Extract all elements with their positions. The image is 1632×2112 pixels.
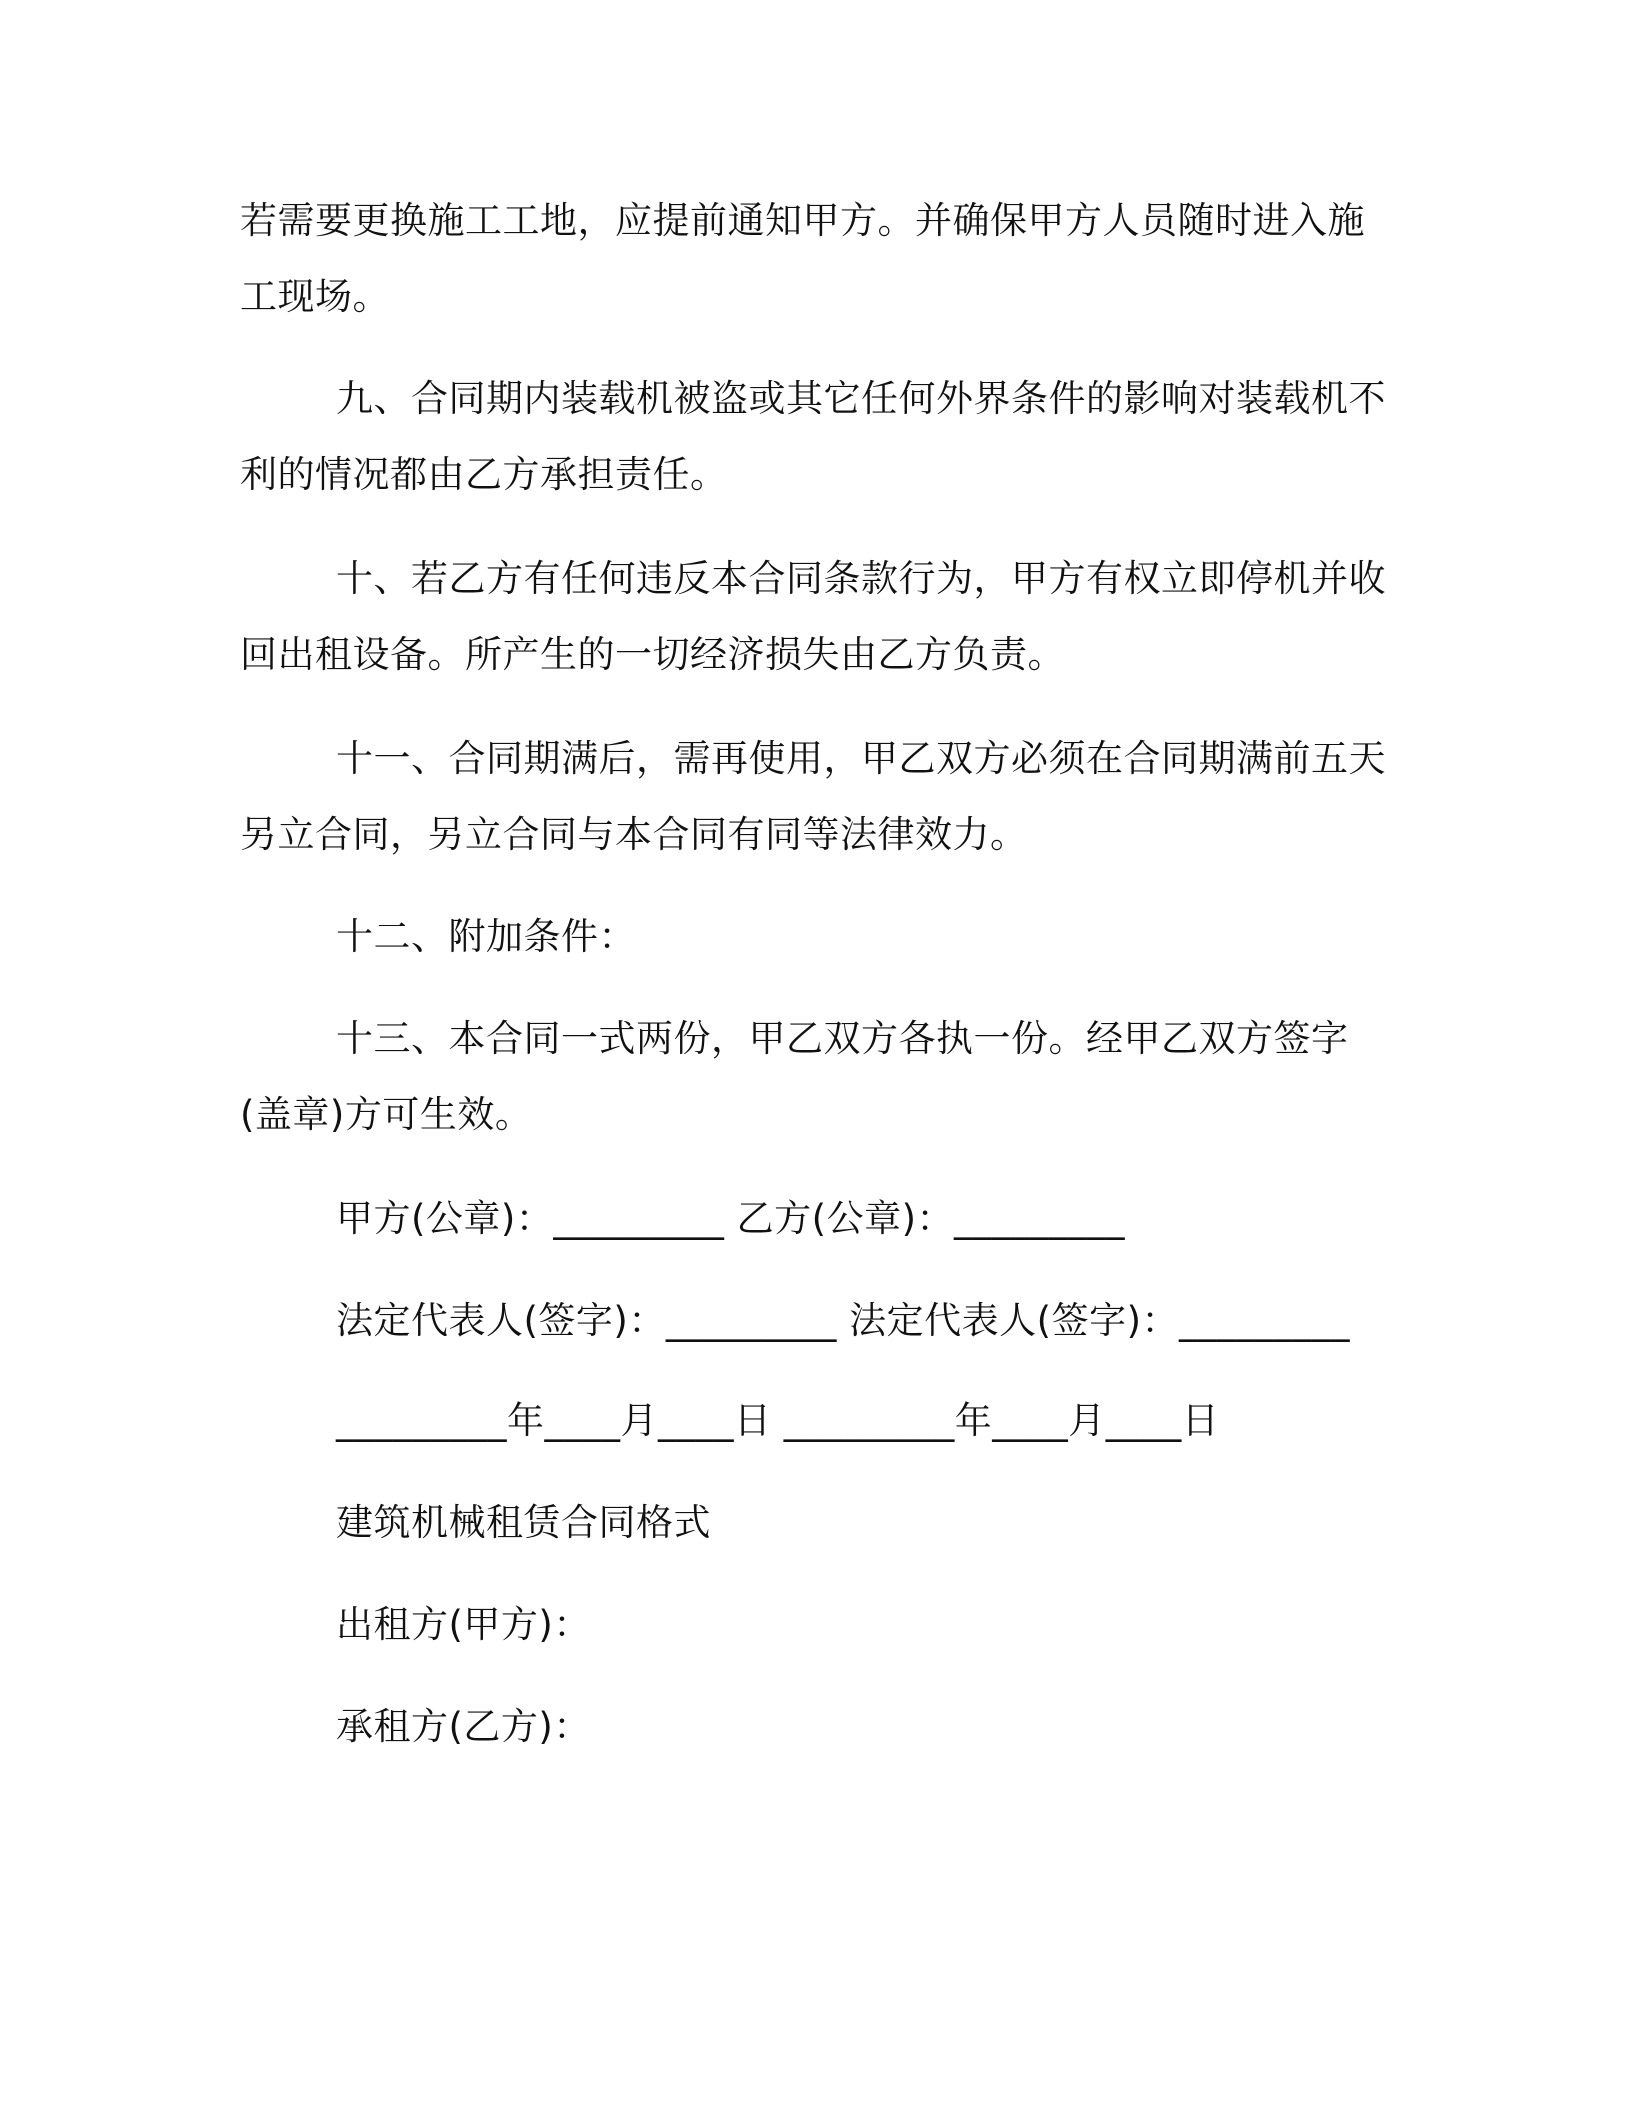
lessor-line: 出租方(甲方)： (336, 1603, 591, 1646)
text-line: 若需要更换施工工地，应提前通知甲方。并确保甲方人员随时进入施 (240, 199, 1365, 242)
clause-13: 十三、本合同一式两份，甲乙双方各执一份。经甲乙双方签字 (336, 1017, 1349, 1060)
text-line: 工现场。 (240, 275, 390, 318)
lessee-line: 承租方(乙方)： (336, 1705, 591, 1748)
text-line: 回出租设备。所产生的一切经济损失由乙方负责。 (240, 633, 1065, 676)
text-line: 利的情况都由乙方承担责任。 (240, 453, 728, 496)
signature-seal-line: 甲方(公章)：_________ 乙方(公章)：_________ (336, 1197, 1126, 1240)
clause-10: 十、若乙方有任何违反本合同条款行为，甲方有权立即停机并收 (336, 557, 1386, 600)
clause-11: 十一、合同期满后，需再使用，甲乙双方必须在合同期满前五天 (336, 737, 1386, 780)
section-title: 建筑机械租赁合同格式 (336, 1501, 711, 1544)
text-line: 另立合同，另立合同与本合同有同等法律效力。 (240, 813, 1028, 856)
signature-representative-line: 法定代表人(签字)：_________ 法定代表人(签字)：_________ (336, 1299, 1351, 1342)
clause-12: 十二、附加条件： (336, 915, 636, 958)
clause-9: 九、合同期内装载机被盗或其它任何外界条件的影响对装载机不 (336, 377, 1386, 420)
signature-date-line: _________年____月____日 _________年____月____日 (336, 1399, 1220, 1442)
text-line: (盖章)方可生效。 (240, 1093, 533, 1136)
